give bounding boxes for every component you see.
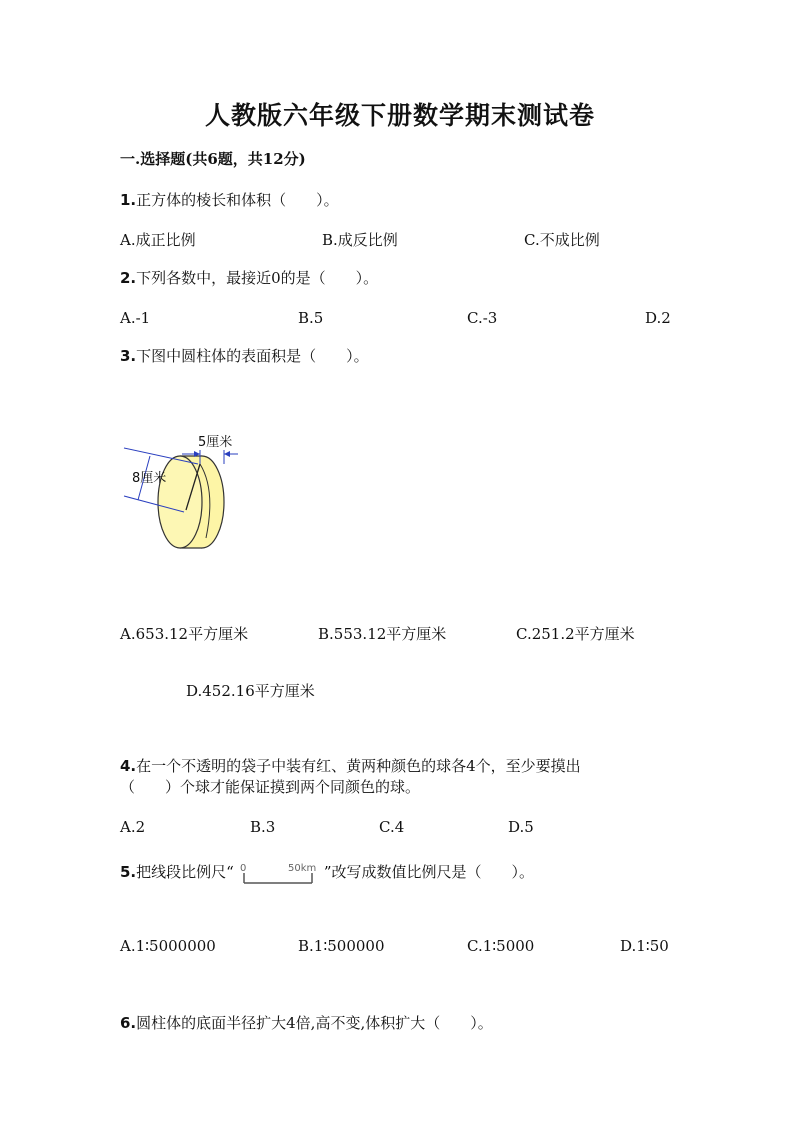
option-a: A.成正比例 <box>120 231 196 249</box>
cylinder-figure <box>120 420 260 580</box>
option-b: B.3 <box>250 818 276 836</box>
option-b: B.553.12平方厘米 <box>318 625 447 643</box>
question-4 <box>120 755 581 777</box>
question-number: 5. <box>120 863 137 881</box>
question-2 <box>120 267 378 289</box>
question-number: 4. <box>120 757 137 775</box>
question-text: 下图中圆柱体的表面积是（ ）。 <box>136 347 369 365</box>
question-number: 1. <box>120 191 137 209</box>
option-b: B.5 <box>298 309 324 327</box>
question-text: 正方体的棱长和体积（ ）。 <box>136 191 339 209</box>
cylinder-front-face <box>158 456 202 548</box>
question-number: 2. <box>120 269 137 287</box>
option-c: C.1∶5000 <box>467 937 535 955</box>
option-a: A.-1 <box>120 309 151 327</box>
option-a: A.1∶5000000 <box>120 937 216 955</box>
question-text: 圆柱体的底面半径扩大4倍,高不变,体积扩大（ ）。 <box>136 1014 493 1032</box>
question-4-continued: （ ）个球才能保证摸到两个同颜色的球。 <box>120 778 421 796</box>
question-number: 6. <box>120 1014 137 1032</box>
question-text-after: ”改写成数值比例尺是（ ）。 <box>323 863 534 881</box>
option-c: C.251.2平方厘米 <box>516 625 635 643</box>
option-d: D.2 <box>645 309 671 327</box>
radius-label: 8厘米 <box>132 471 167 486</box>
question-1 <box>120 189 339 211</box>
question-text: 在一个不透明的袋子中装有红、黄两种颜色的球各4个，至少要摸出 <box>136 757 581 775</box>
question-text: 下列各数中，最接近0的是（ ）。 <box>136 269 379 287</box>
option-b: B.1∶500000 <box>298 937 385 955</box>
option-a: A.653.12平方厘米 <box>120 625 249 643</box>
section-heading: 一.选择题(共6题，共12分) <box>120 150 306 168</box>
option-c: C.4 <box>379 818 405 836</box>
page-title: 人教版六年级下册数学期末测试卷 <box>204 101 595 130</box>
option-d: D.1∶50 <box>620 937 669 955</box>
question-5 <box>120 857 534 887</box>
arrow-icon <box>224 451 230 457</box>
height-label: 5厘米 <box>198 435 233 450</box>
scale-zero-label: 0 <box>239 863 247 874</box>
question-6 <box>120 1012 493 1034</box>
line-scale <box>234 857 324 887</box>
option-c: C.-3 <box>467 309 498 327</box>
option-b: B.成反比例 <box>322 231 398 249</box>
question-text: 把线段比例尺“ <box>136 863 234 881</box>
option-c: C.不成比例 <box>524 231 600 249</box>
question-3 <box>120 345 369 367</box>
option-d: D.452.16平方厘米 <box>186 682 315 700</box>
option-a: A.2 <box>120 818 146 836</box>
option-d: D.5 <box>508 818 534 836</box>
scale-end-label: 50km <box>287 863 317 874</box>
question-number: 3. <box>120 347 137 365</box>
